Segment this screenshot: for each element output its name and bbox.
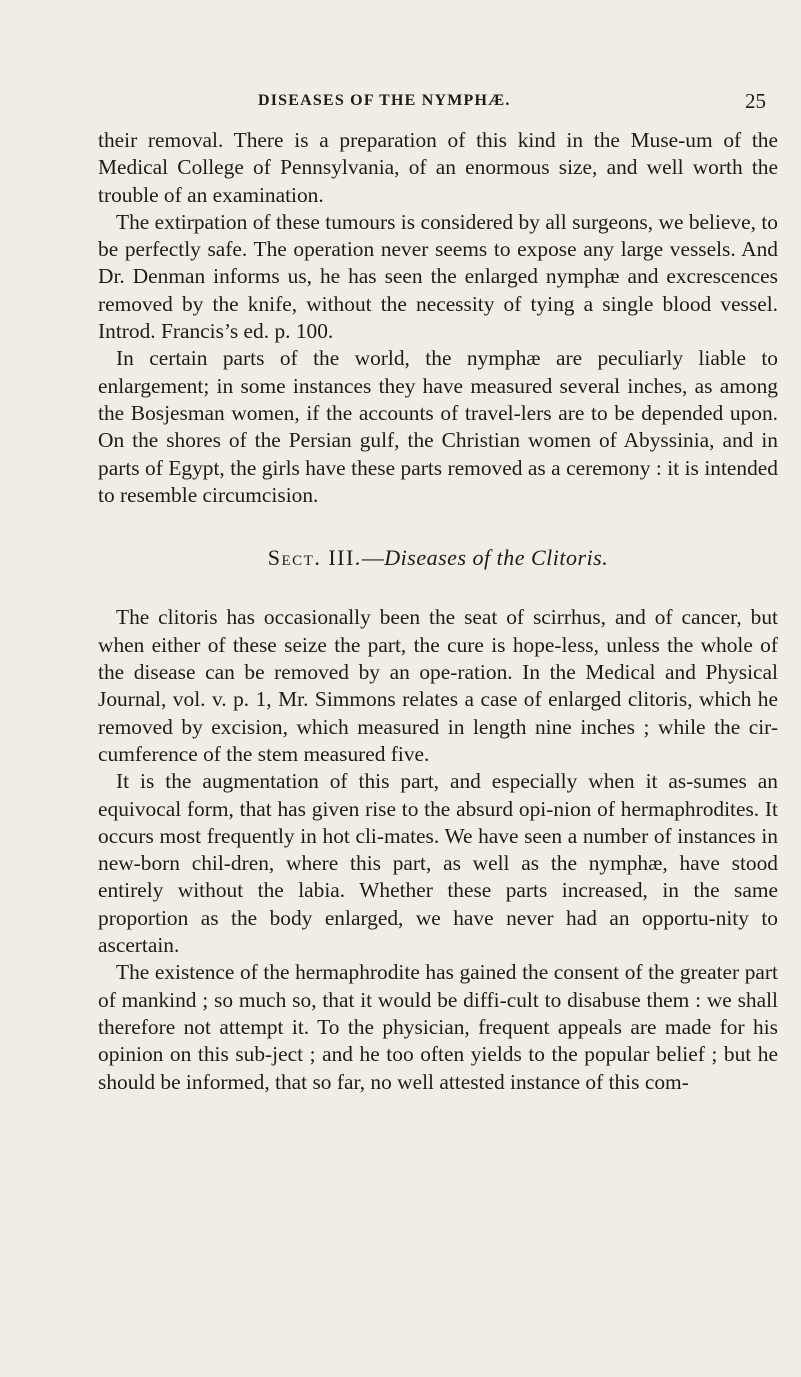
paragraph: The existence of the hermaphrodite has gained the consent of the greater part of mankind ; so much so, that it would be diffi-cult to disabuse them : we shall therefore not attempt it. To the physician, frequent appeals are made for his opinion on this sub-ject ; and he too often yields to the popular belief ; but he should be informed, that so far, no well attested instance of this com- [98,960,778,1094]
body-text [98,127,778,1096]
section-label: Sect. III. [267,545,362,571]
running-head [98,89,778,116]
paragraph: The clitoris has occasionally been the seat of scirrhus, and of cancer, but when either of these seize the part, the cure is hope-less, unless the whole of the disease can be removed by an ope-ration. In the Medical and Physical Journal, vol. v. p. 1, Mr. Simmons relates a case of enlarged clitoris, which he removed by excision, which measured in length nine inches ; while the cir-cumference of the stem measured five. [98,605,778,766]
section-dash: — [361,545,385,571]
paragraph-continued: their removal. There is a preparation of this kind in the Muse-um of the Medical College of Pennsylvania, of an enormous size, and well worth the trouble of an examination. [98,128,778,207]
paragraph: The extirpation of these tumours is considered by all surgeons, we believe, to be perfectly safe. The operation never seems to expose any large vessels. And Dr. Denman informs us, he has seen the enlarged nymphæ and excrescences removed by the knife, without the necessity of tying a single blood vessel. Introd. Francis’s ed. p. 100. [98,209,778,344]
paragraph: In certain parts of the world, the nymphæ are peculiarly liable to enlargement; in some instances they have measured several inches, as among the Bosjesman women, if the accounts of travel-lers are to be depended upon. On the shores of the Persian gulf, the Christian women of Abyssinia, and in parts of Egypt, the girls have these parts removed as a ceremony : it is intended to resemble circumcision. [98,346,778,507]
running-title: DISEASES OF THE NYMPHÆ. [258,92,511,109]
page-number: 25 [745,89,766,113]
section-title: Diseases of the Clitoris. [384,545,609,571]
paragraph: It is the augmentation of this part, and especially when it as-sumes an equivocal form, that has given rise to the absurd opi-nion of hermaphrodites. It occurs most frequently in hot cli-mates. We have seen a number of instances in new-born chil-dren, where this part, as well as the nymphæ, have stood entirely without the labia. Whether these parts increased, in the same proportion as the body enlarged, we have never had an opportu-nity to ascertain. [98,769,778,958]
section-heading [98,544,778,571]
